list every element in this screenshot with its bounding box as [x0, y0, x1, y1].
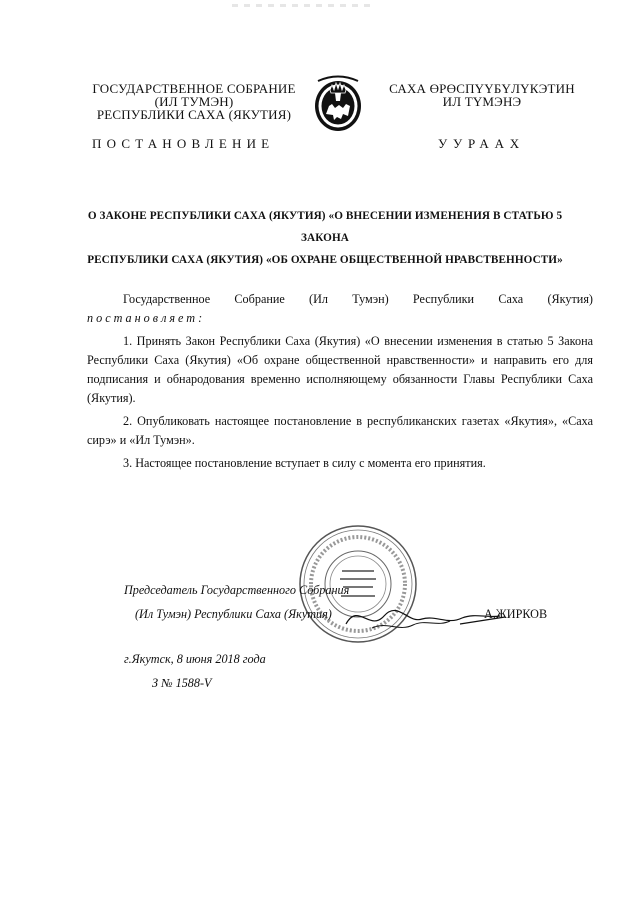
header-left-block: [78, 82, 310, 121]
decree-sakha-heading: УУРААХ: [438, 136, 525, 151]
resolution-item: 3. Настоящее постановление вступает в силу с момента его принятия.: [123, 456, 486, 470]
document-number: З № 1588-V: [152, 676, 212, 690]
header-right-block: [372, 82, 592, 108]
signer-name: А.ЖИРКОВ: [484, 607, 548, 621]
sakha-emblem-icon: [312, 75, 364, 135]
header-right-line: ИЛ ТҮМЭНЭ: [442, 94, 522, 109]
signer-position-line: (Ил Тумэн) Республики Саха (Якутия): [135, 607, 332, 621]
title-line: РЕСПУБЛИКИ САХА (ЯКУТИЯ) «ОБ ОХРАНЕ ОБЩЕСТВЕННОЙ НРАВСТВЕННОСТИ»: [87, 254, 563, 266]
resolution-item: 1. Принять Закон Республики Саха (Якутия) «О внесении изменения в статью 5 Закона Республики Саха (Якутия) «Об охране общественной нравственности» и направить его для подписания и обнародования временно исполняющему обязанности Главы Республики Саха (Якутия).: [87, 334, 593, 405]
header-left-line: РЕСПУБЛИКИ САХА (ЯКУТИЯ): [96, 107, 292, 122]
document-title: [75, 205, 575, 271]
signer-position-line: Председатель Государственного Собрания: [124, 583, 350, 597]
place-and-date: г.Якутск, 8 июня 2018 года: [124, 652, 266, 666]
preamble: Государственное Собрание (Ил Тумэн) Республики Саха (Якутия): [123, 292, 593, 306]
header-left-line: ГОСУДАРСТВЕННОЕ СОБРАНИЕ: [92, 81, 296, 96]
header-left-line: (ИЛ ТУМЭН): [154, 94, 234, 109]
title-line: О ЗАКОНЕ РЕСПУБЛИКИ САХА (ЯКУТИЯ) «О ВНЕСЕНИИ ИЗМЕНЕНИЯ В СТАТЬЮ 5 ЗАКОНА: [87, 210, 563, 244]
header-right-line: САХА ӨРӨСПҮҮБҮЛҮКЭТИН: [389, 81, 575, 96]
resolution-item: 2. Опубликовать настоящее постановление в республиканских газетах «Якутия», «Саха сирэ» и «Ил Тумэн».: [87, 414, 593, 447]
resolves-line: постановляет:: [87, 311, 206, 325]
scan-artifact: [232, 4, 372, 7]
document-body: [87, 290, 593, 477]
decree-ru-heading: ПОСТАНОВЛЕНИЕ: [92, 136, 275, 151]
